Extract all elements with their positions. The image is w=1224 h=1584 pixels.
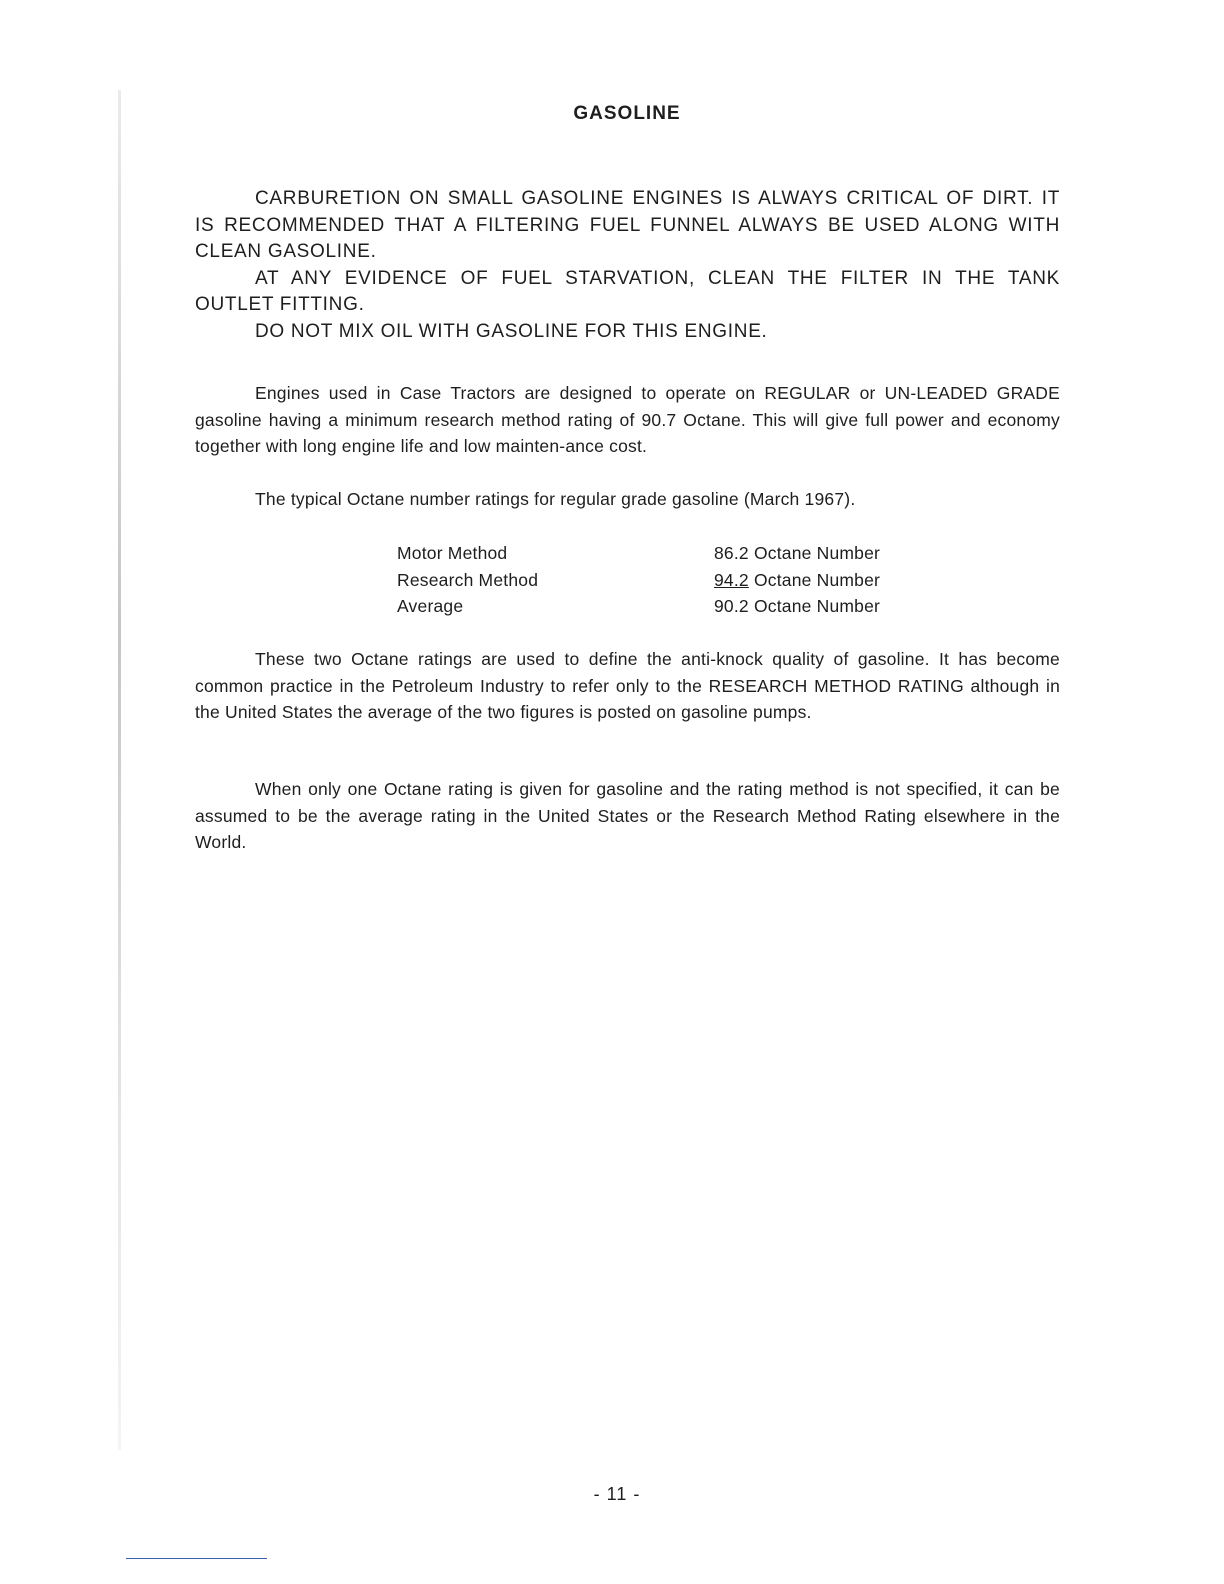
octane-row-average: [397, 593, 917, 620]
octane-value: 90.2: [714, 596, 749, 616]
octane-row-research: [397, 567, 917, 594]
carburetion-warning: CARBURETION ON SMALL GASOLINE ENGINES IS ALWAYS CRITICAL OF DIRT. IT IS RECOMMENDED THAT A FILTERING FUEL FUNNEL ALWAYS BE USED ALONG WITH CLEAN GASOLINE.: [195, 188, 1060, 262]
caps-warnings: [195, 186, 1060, 345]
octane-value: 86.2: [714, 543, 749, 563]
octane-method: Average: [397, 596, 464, 616]
octane-value-cell: [714, 593, 880, 620]
these-paragraph: These two Octane ratings are used to define the anti-knock quality of gasoline. It has become common practice in the Petroleum Industry to refer only to the RESEARCH METHOD RATING although in the United States the average of the two figures is posted on gasoline pumps.: [195, 649, 1060, 722]
octane-unit: Octane Number: [753, 543, 881, 563]
octane-method: Research Method: [397, 569, 539, 590]
octane-unit: Octane Number: [753, 596, 881, 616]
octane-row-motor: [397, 540, 917, 567]
these-paragraph-block: [195, 646, 1060, 726]
page-number: - 11 -: [593, 1484, 641, 1504]
oil-mix-warning: DO NOT MIX OIL WITH GASOLINE FOR THIS ENGINE.: [255, 320, 768, 342]
scan-binding-edge: [118, 90, 121, 1450]
octane-method: Motor Method: [397, 543, 508, 563]
fuel-starvation-warning: AT ANY EVIDENCE OF FUEL STARVATION, CLEAN THE FILTER IN THE TANK OUTLET FITTING.: [195, 267, 1060, 315]
page-title: GASOLINE: [573, 103, 681, 124]
typical-intro-block: [195, 486, 1060, 513]
engines-paragraph: Engines used in Case Tractors are designed to operate on REGULAR or UN-LEADED GRADE gasoline having a minimum research method rating of 90.7 Octane. This will give full power and economy together with long engine life and low mainten-ance cost.: [195, 383, 1060, 456]
when-paragraph-block: [195, 776, 1060, 856]
bottom-rule: [126, 1558, 267, 1559]
when-paragraph: When only one Octane rating is given for gasoline and the rating method is not specified, it can be assumed to be the average rating in the United States or the Research Method Rating elsewhere in the World.: [195, 779, 1060, 852]
typical-intro: The typical Octane number ratings for regular grade gasoline (March 1967).: [255, 489, 856, 509]
octane-value-cell: [714, 540, 880, 567]
octane-value-cell: [714, 567, 880, 594]
octane-unit: Octane Number: [753, 569, 881, 590]
engines-paragraph-block: [195, 380, 1060, 460]
octane-value: 94.2: [714, 569, 749, 590]
octane-table: [397, 540, 917, 620]
